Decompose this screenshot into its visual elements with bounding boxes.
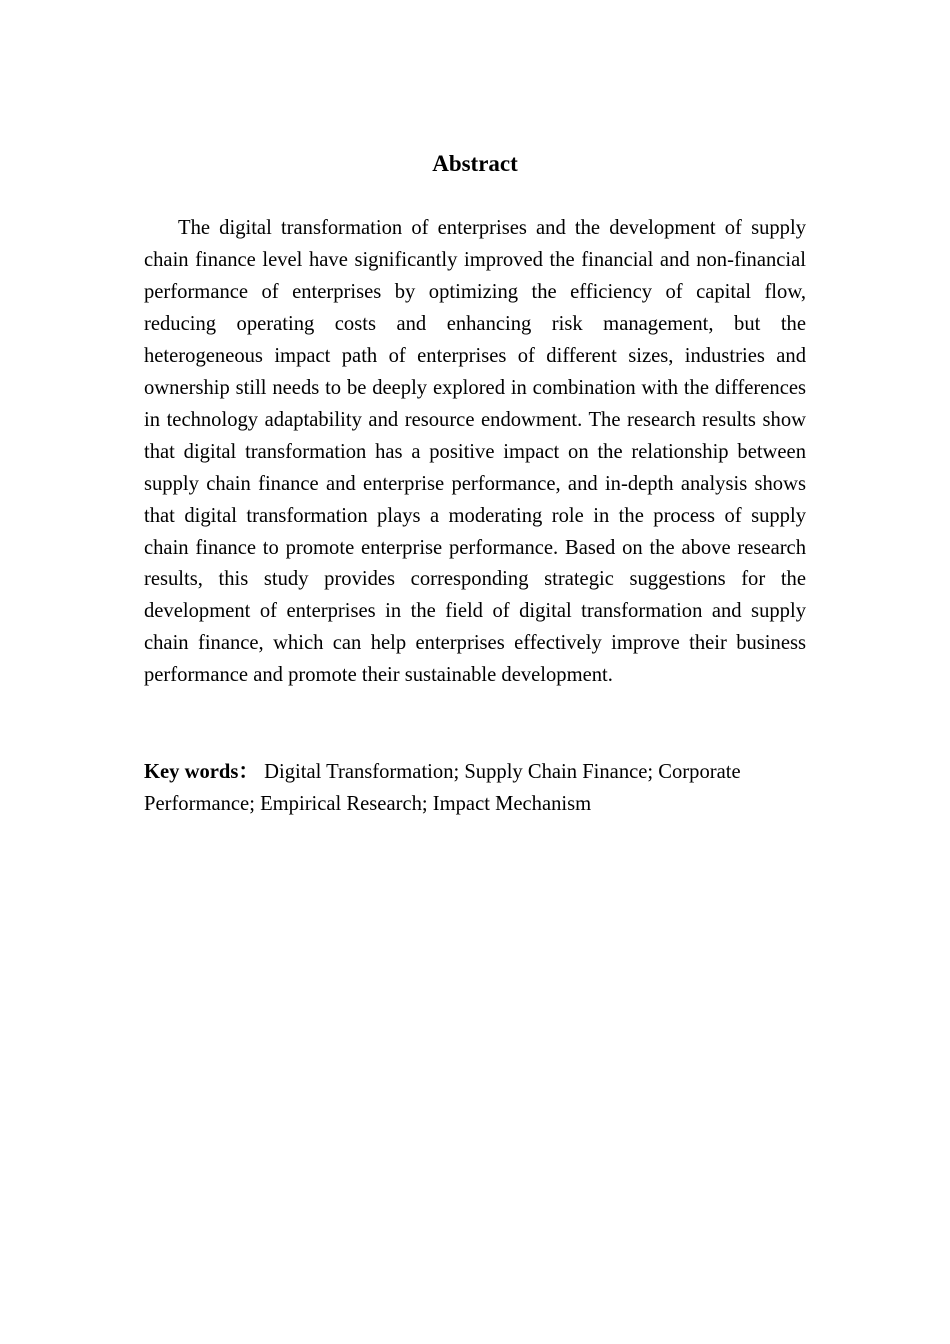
keywords-label: Key words： xyxy=(144,761,259,783)
abstract-body: The digital transformation of enterprises and the development of supply chain finance level have significantly improved the financial and non-financial performance of enterprises by optimizing the efficiency of capital flow, reducing operating costs and enhancing risk management, but the heterogeneous impact path of enterprises of different sizes, industries and ownership still needs to be deeply explored in combination with the differences in technology adaptability and resource endowment. The research results show that digital transformation has a positive impact on the relationship between supply chain finance and enterprise performance, and in-depth analysis shows that digital transformation plays a moderating role in the process of supply chain finance to promote enterprise performance. Based on the above research results, this study provides corresponding strategic suggestions for the development of enterprises in the field of digital transformation and supply chain finance, which can help enterprises effectively improve their business performance and promote their sustainable development. xyxy=(144,217,806,687)
keywords-text: Digital Transformation; Supply Chain Finance; Corporate Performance; Empirical Research; Impact Mechanism xyxy=(144,761,741,815)
keywords-paragraph xyxy=(144,756,806,820)
abstract-title: Abstract xyxy=(432,151,518,176)
